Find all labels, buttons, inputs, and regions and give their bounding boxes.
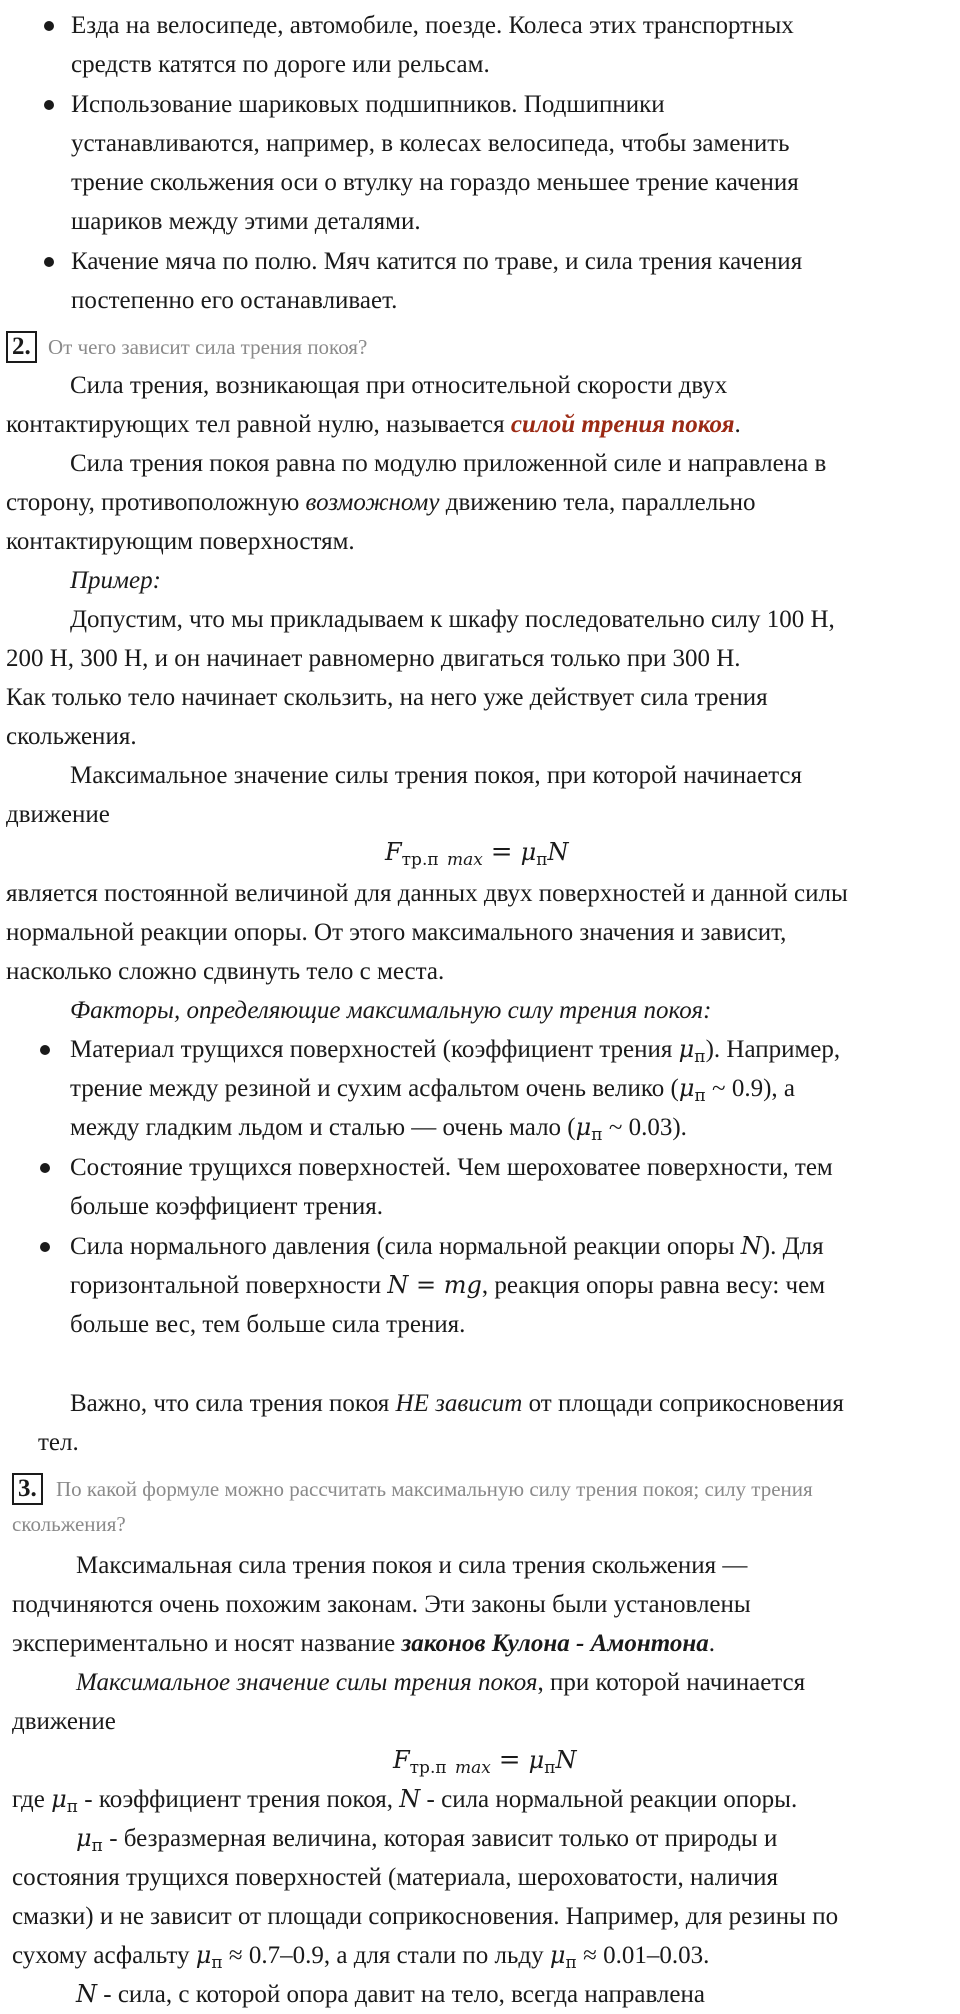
question-number: 3. bbox=[12, 1473, 43, 1505]
paragraph-line: Максимальная сила трения покоя и сила трения скольжения — bbox=[76, 1552, 748, 1579]
paragraph-line: Максимальное значение силы трения покоя, при которой начинается bbox=[76, 1669, 806, 1696]
list-item: Материал трущихся поверхностей (коэффициент трения $\mu_п$). Например, bbox=[70, 1035, 841, 1067]
bullet bbox=[44, 257, 54, 267]
bullet bbox=[44, 21, 54, 31]
list-item: Сила нормального давления (сила нормальной реакции опоры N). Для bbox=[70, 1232, 824, 1260]
list-item: трение между резиной и сухим асфальтом очень велико ($\mu_п$ ~ 0.9), а bbox=[70, 1074, 795, 1106]
list-item: трение скольжения оси о втулку на гораздо меньшее трение качения bbox=[71, 169, 799, 196]
paragraph-line: $\mu_п$ - безразмерная величина, которая зависит только от природы и bbox=[76, 1824, 778, 1856]
bullet bbox=[40, 1045, 50, 1055]
paragraph-line: Допустим, что мы прикладываем к шкафу последовательно силу 100 Н, bbox=[70, 606, 835, 633]
paragraph-line: движение bbox=[12, 1708, 116, 1735]
list-item: устанавливаются, например, в колесах велосипеда, чтобы заменить bbox=[71, 130, 790, 157]
text-run: контактирующих тел равной нулю, называется bbox=[6, 411, 511, 438]
list-item: средств катятся по дороге или рельсам. bbox=[71, 51, 490, 78]
max-static-friction-formula: $F_{тр.п}$ $_{max} = \mu_пN$ bbox=[393, 1745, 577, 1778]
paragraph-line: смазки) и не зависит от площади соприкосновения. Например, для резины по bbox=[12, 1903, 839, 1930]
paragraph-line: скольжения. bbox=[6, 723, 137, 750]
paragraph-line bbox=[6, 405, 741, 444]
list-item: Качение мяча по полю. Мяч катится по траве, и сила трения качения bbox=[71, 248, 803, 275]
paragraph-line: экспериментально и носят название законов Кулона - Амонтона. bbox=[12, 1630, 716, 1657]
factors-heading: Факторы, определяющие максимальную силу трения покоя: bbox=[70, 997, 712, 1024]
list-item: Езда на велосипеде, автомобиле, поезде. Колеса этих транспортных bbox=[71, 12, 794, 39]
list-item: постепенно его останавливает. bbox=[71, 287, 398, 314]
list-item: горизонтальной поверхности N = mg, реакция опоры равна весу: чем bbox=[70, 1271, 826, 1299]
paragraph-line: Сила трения, возникающая при относительной скорости двух bbox=[70, 372, 728, 399]
text-run: движению тела, параллельно bbox=[439, 489, 756, 516]
paragraph-line: контактирующим поверхностям. bbox=[6, 528, 355, 555]
bullet bbox=[40, 1242, 50, 1252]
emphasis: НЕ зависит bbox=[395, 1390, 523, 1417]
paragraph-line: где $\mu_п$ - коэффициент трения покоя, N - сила нормальной реакции опоры. bbox=[12, 1785, 798, 1817]
question-text: По какой формуле можно рассчитать максимальную силу трения покоя; силу трения bbox=[56, 1477, 813, 1501]
text-run: сторону, противоположную bbox=[6, 489, 306, 516]
paragraph-line: Как только тело начинает скользить, на него уже действует сила трения bbox=[6, 684, 768, 711]
paragraph-line: Сила трения покоя равна по модулю приложенной силе и направлена в bbox=[70, 450, 827, 477]
list-item: больше вес, тем больше сила трения. bbox=[70, 1311, 466, 1338]
paragraph-line: 200 Н, 300 Н, и он начинает равномерно двигаться только при 300 Н. bbox=[6, 645, 741, 672]
paragraph-line: тел. bbox=[38, 1429, 79, 1456]
paragraph-line: насколько сложно сдвинуть тело с места. bbox=[6, 958, 445, 985]
list-item: Использование шариковых подшипников. Подшипники bbox=[71, 91, 665, 118]
bullet bbox=[40, 1163, 50, 1173]
paragraph-line: N - сила, с которой опора давит на тело, всегда направлена bbox=[76, 1980, 705, 2008]
question-text: От чего зависит сила трения покоя? bbox=[48, 335, 368, 359]
mu-symbol: μ bbox=[678, 1035, 695, 1063]
paragraph-line: подчиняются очень похожим законам. Эти законы были установлены bbox=[12, 1591, 751, 1618]
list-item: больше коэффициент трения. bbox=[70, 1193, 384, 1220]
defined-term: силой трения покоя bbox=[510, 411, 735, 438]
list-item: Состояние трущихся поверхностей. Чем шероховатее поверхности, тем bbox=[70, 1154, 833, 1181]
paragraph-line: Важно, что сила трения покоя НЕ зависит от площади соприкосновения bbox=[70, 1390, 844, 1417]
paragraph-line: сухому асфальту $\mu_п \approx 0.7-0.9$, а для стали по льду $\mu_п \approx 0.01-0.03$. bbox=[12, 1941, 710, 1973]
bullet bbox=[44, 100, 54, 110]
paragraph-line: нормальной реакции опоры. От этого максимального значения и зависит, bbox=[6, 919, 787, 946]
paragraph-line bbox=[6, 483, 756, 522]
emphasis: Максимальное значение силы трения покоя bbox=[76, 1669, 538, 1696]
list-item: между гладким льдом и сталью — очень мало ($\mu_п$ ~ 0.03). bbox=[70, 1113, 687, 1145]
paragraph-line: движение bbox=[6, 801, 110, 828]
question-number: 2. bbox=[6, 331, 37, 363]
weight-formula: N = mg bbox=[387, 1271, 482, 1299]
text-run: . bbox=[734, 411, 741, 438]
max-static-friction-formula: $F_{тр.п}$ $_{max} = \mu_пN$ bbox=[385, 837, 569, 870]
emphasis: возможному bbox=[305, 489, 440, 516]
defined-term: законов Кулона - Амонтона bbox=[401, 1630, 709, 1657]
list-item: шариков между этими деталями. bbox=[71, 208, 421, 235]
paragraph-line: является постоянной величиной для данных двух поверхностей и данной силы bbox=[6, 880, 848, 907]
example-label: Пример: bbox=[70, 567, 161, 594]
paragraph-line: состояния трущихся поверхностей (материала, шероховатости, наличия bbox=[12, 1864, 779, 1891]
question-text: скольжения? bbox=[12, 1512, 126, 1536]
paragraph-line: Максимальное значение силы трения покоя, при которой начинается bbox=[70, 762, 803, 789]
